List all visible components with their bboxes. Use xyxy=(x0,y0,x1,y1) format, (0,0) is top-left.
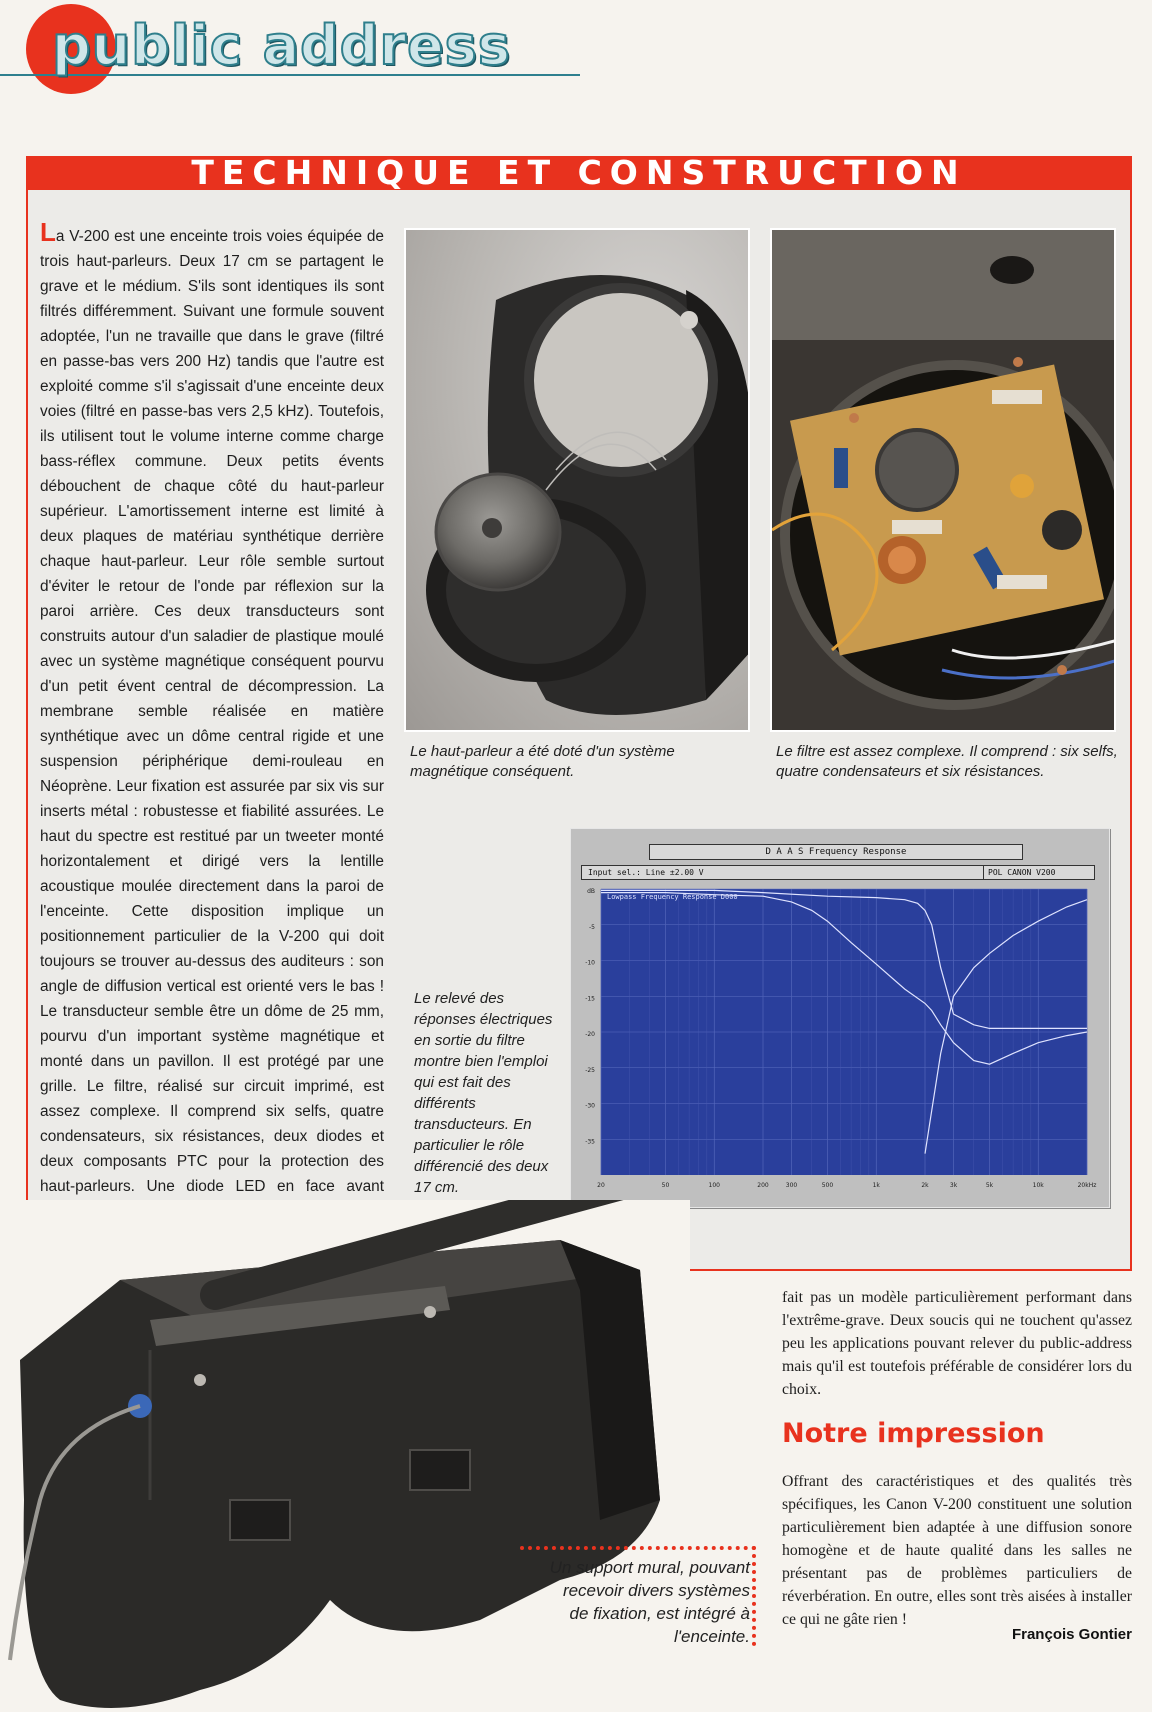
y-tick-label: -25 xyxy=(585,1066,595,1074)
x-tick-label: 2k xyxy=(921,1182,929,1189)
chart-title: D A A S Frequency Response xyxy=(649,844,1023,860)
x-tick-label: 10k xyxy=(1032,1182,1044,1189)
caption-dotted-rule-right xyxy=(752,1546,756,1646)
y-tick-label: -20 xyxy=(585,1031,595,1038)
frequency-response-chart xyxy=(570,828,1110,1208)
speaker-photo-caption: Le haut-parleur a été doté d'un système magnétique conséquent. xyxy=(410,743,675,780)
chart-pol-label: POL CANON V200 xyxy=(983,865,1095,880)
chart-input-label: Input sel.: Line ±2.00 V xyxy=(581,865,989,880)
x-tick-label: 50 xyxy=(661,1182,670,1189)
x-tick-label: 1k xyxy=(872,1182,880,1189)
y-tick-label: dB xyxy=(587,888,595,895)
article-body xyxy=(40,217,384,1249)
section-banner xyxy=(26,156,1132,190)
y-tick-label: -5 xyxy=(589,923,595,931)
x-tick-label: 300 xyxy=(785,1182,798,1189)
x-tick-label: 20kHz xyxy=(1077,1182,1097,1189)
author-name: François Gontier xyxy=(1011,1626,1132,1643)
x-tick-label: 500 xyxy=(821,1182,834,1189)
x-tick-label: 20 xyxy=(597,1182,605,1189)
chart-plot xyxy=(571,883,1111,1209)
y-tick-label: -30 xyxy=(585,1102,595,1110)
impression-text: Offrant des caractéristiques et des qualités très spécifiques, les Canon V-200 constituent une solution particulièrement bien adaptée à une diffusion sonore homogène et de haute qualité dans les salles ne présentant pas de problèmes particuliers de réverbération. En outre, elles sont très aisées à installer ce qui ne gâte rien ! xyxy=(782,1473,1132,1628)
section-title: public address xyxy=(52,14,511,77)
banner-title: TECHNIQUE ET CONSTRUCTION xyxy=(191,156,967,190)
y-tick-label: -10 xyxy=(585,959,595,967)
graph-caption: Le relevé des réponses électriques en sortie du filtre montre bien l'emploi qui est fait des différents transducteurs. En particulier le rôle différencié des deux 17 cm. xyxy=(414,990,553,1196)
y-tick-label: -35 xyxy=(585,1138,595,1146)
x-tick-label: 5k xyxy=(985,1182,994,1189)
x-tick-label: 200 xyxy=(757,1182,769,1189)
crossover-filter-illustration xyxy=(772,230,1116,732)
drop-cap: L xyxy=(40,217,56,247)
crossover-filter-photo xyxy=(770,228,1116,732)
stand-photo-caption: Un support mural, pouvant recevoir divers systèmes de fixation, est intégré à l'enceinte. xyxy=(549,1558,750,1646)
impression-heading: Notre impression xyxy=(782,1418,1045,1449)
speaker-driver-illustration xyxy=(406,230,750,732)
caption-dotted-rule-top xyxy=(520,1546,756,1550)
article-body-text: a V-200 est une enceinte trois voies équipée de trois haut-parleurs. Deux 17 cm se partagent le grave et le médium. S'ils sont identiques ils sont filtrés différemment. Suivant une formule souvent adoptée, l'un ne travaille que dans le grave (filtré en passe-bas vers 200 Hz) tandis que l'autre est exploité comme s'il s'agissait d'une enceinte deux voies (filtré en passe-bas vers 2,5 kHz). Toutefois, ils utilisent tout le volume interne comme charge bass-réflex commune. Deux petits évents débouchent de chaque côté du haut-parleur supérieur. L'amortissement interne est limité à deux plaques de matériau synthétique derrière chaque haut-parleur. Leur rôle semble surtout d'éviter le retour de l'onde par réflexion sur la paroi arrière. Ces deux transducteurs sont construits autour d'un saladier de plastique moulé avec un système magnétique conséquent pourvu d'un petit évent central de décompression. La membrane semble réalisée en matière synthétique avec un dôme central rigide et une suspension périphérique demi-rouleau en Néoprène. Leur fixation est assurée par six vis sur inserts métal : robustesse et fiabilité assurées. Le haut du spectre est restitué par un tweeter monté horizontalement et dirigé vers la lentille acoustique moulée directement dans la paroi de l'enceinte. Cette disposition implique un positionnement particulier de la V-200 qui doit toujours se trouver au-dessus des auditeurs : son angle de diffusion vertical est orienté vers le bas ! Le transducteur semble être un dôme de 25 mm, pourvu d'un important système magnétique et monté dans un pavillon. Il est protégé par une grille. Le filtre, réalisé sur circuit imprimé, est assez complexe. Il comprend six selfs, quatre condensateurs, six résistances, deux diodes et deux composants PTC pour la protection des haut-parleurs. Une diode LED en face avant xyxy=(40,228,384,1195)
chart-legend-label: Lowpass Frequency Response D000 xyxy=(607,893,738,901)
right-column-text: fait pas un modèle particulièrement performant dans l'extrême-grave. Deux soucis qui ne touchent qu'assez peu les applications pouvant relever du public-address mais qu'il est toutefois préférable de considérer lors du choix. xyxy=(782,1289,1132,1398)
y-tick-label: -15 xyxy=(585,995,595,1003)
filter-photo-caption: Le filtre est assez complexe. Il comprend : six selfs, quatre condensateurs et six résistances. xyxy=(776,743,1118,780)
page-header xyxy=(0,0,1152,110)
x-tick-label: 3k xyxy=(949,1182,958,1189)
x-tick-label: 100 xyxy=(708,1182,720,1189)
speaker-driver-photo xyxy=(404,228,750,732)
